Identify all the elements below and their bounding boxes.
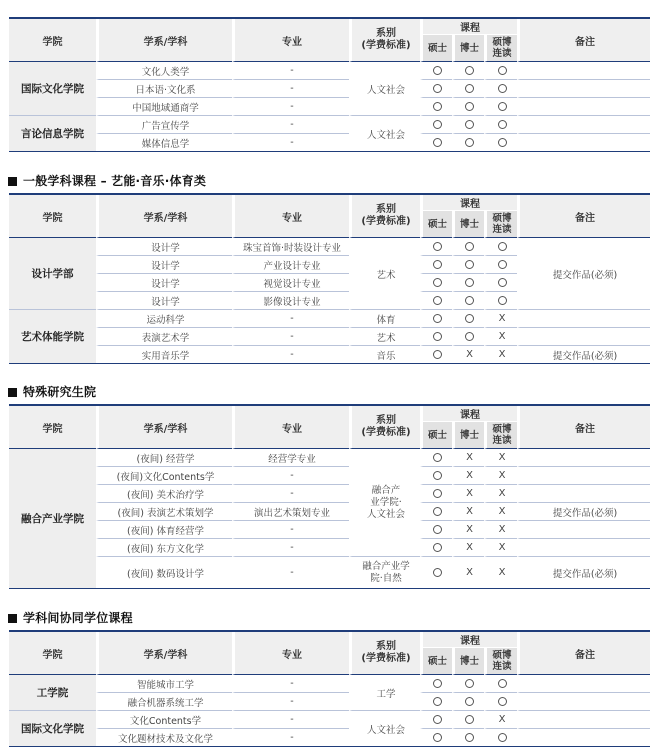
doctor-mark (452, 728, 484, 746)
available-circle-icon (498, 278, 507, 287)
doctor-mark (452, 237, 484, 255)
header-doctor: 博士 (452, 210, 484, 237)
unavailable-x-mark: X (498, 506, 506, 517)
combined-mark (484, 273, 517, 291)
table-interdisciplinary (9, 630, 650, 747)
available-circle-icon (433, 278, 442, 287)
table-row (9, 556, 650, 588)
note-cell (517, 466, 650, 484)
college-cell: 设计学部 (9, 237, 96, 309)
table-row (9, 520, 650, 538)
master-mark (420, 327, 452, 345)
header-combined: 硕博 连读 (484, 210, 517, 237)
available-circle-icon (465, 120, 474, 129)
master-mark (420, 466, 452, 484)
header-combined: 硕博 连读 (484, 34, 517, 61)
college-cell: 工学院 (9, 674, 96, 710)
category-cell: 人文社会 (349, 61, 420, 115)
master-mark (420, 692, 452, 710)
table-row (9, 97, 650, 115)
available-circle-icon (498, 296, 507, 305)
unavailable-x-mark: X (498, 452, 506, 463)
category-cell: 艺术 (349, 327, 420, 345)
doctor-mark (452, 255, 484, 273)
available-circle-icon (433, 314, 442, 323)
combined-mark (484, 520, 517, 538)
major-cell: 视觉设计专业 (232, 273, 349, 291)
dept-cell: 融合机器系统工学 (96, 692, 232, 710)
note-cell (517, 692, 650, 710)
section-title-text: 学科间协同学位课程 (23, 611, 133, 625)
combined-mark (484, 97, 517, 115)
doctor-mark (452, 674, 484, 692)
college-cell: 国际文化学院 (9, 61, 96, 115)
major-cell: 演出艺术策划专业 (232, 502, 349, 520)
table-row (9, 345, 650, 363)
unavailable-x-mark: X (498, 349, 506, 360)
note-cell (517, 538, 650, 556)
master-mark (420, 115, 452, 133)
dept-cell: 表演艺术学 (96, 327, 232, 345)
major-cell: - (232, 556, 349, 588)
header-combined: 硕博 连读 (484, 647, 517, 674)
combined-mark (484, 448, 517, 466)
header-college: 学院 (9, 19, 96, 61)
table-row (9, 79, 650, 97)
dept-cell: 文化人类学 (96, 61, 232, 79)
available-circle-icon (433, 296, 442, 305)
available-circle-icon (433, 66, 442, 75)
header-category: 系别 (学费标准) (349, 19, 420, 61)
doctor-mark (452, 115, 484, 133)
available-circle-icon (465, 138, 474, 147)
note-cell (517, 115, 650, 133)
doctor-mark (452, 345, 484, 363)
unavailable-x-mark: X (498, 313, 506, 324)
available-circle-icon (498, 242, 507, 251)
available-circle-icon (433, 332, 442, 341)
combined-mark (484, 79, 517, 97)
dept-cell: (夜间) 表演艺术策划学 (96, 502, 232, 520)
section-title-arts (8, 172, 206, 189)
available-circle-icon (465, 296, 474, 305)
header-dept: 学系/学科 (96, 406, 232, 448)
header-dept: 学系/学科 (96, 195, 232, 237)
table-arts-music-sports (9, 193, 650, 364)
available-circle-icon (465, 84, 474, 93)
note-cell: 提交作品(必须) (517, 237, 650, 309)
available-circle-icon (465, 242, 474, 251)
note-cell (517, 674, 650, 692)
note-cell: 提交作品(必须) (517, 502, 650, 520)
master-mark (420, 237, 452, 255)
note-cell (517, 484, 650, 502)
college-cell: 国际文化学院 (9, 710, 96, 746)
master-mark (420, 273, 452, 291)
table-row (9, 61, 650, 79)
unavailable-x-mark: X (498, 488, 506, 499)
header-category: 系别 (学费标准) (349, 632, 420, 674)
master-mark (420, 61, 452, 79)
header-major: 专业 (232, 19, 349, 61)
header-dept: 学系/学科 (96, 632, 232, 674)
dept-cell: (夜间) 数码设计学 (96, 556, 232, 588)
doctor-mark (452, 79, 484, 97)
dept-cell: 设计学 (96, 291, 232, 309)
available-circle-icon (433, 350, 442, 359)
table-row (9, 466, 650, 484)
doctor-mark (452, 327, 484, 345)
note-cell (517, 327, 650, 345)
table-row (9, 728, 650, 746)
bullet-square-icon (8, 614, 17, 623)
major-cell: - (232, 345, 349, 363)
combined-mark (484, 237, 517, 255)
available-circle-icon (433, 242, 442, 251)
major-cell: 经营学专业 (232, 448, 349, 466)
header-doctor: 博士 (452, 421, 484, 448)
college-cell: 艺术体能学院 (9, 309, 96, 363)
dept-cell: 文化Contents学 (96, 710, 232, 728)
master-mark (420, 255, 452, 273)
combined-mark (484, 556, 517, 588)
header-master: 硕士 (420, 647, 452, 674)
major-cell: - (232, 79, 349, 97)
major-cell: - (232, 97, 349, 115)
major-cell: 珠宝首饰·时装设计专业 (232, 237, 349, 255)
table-row (9, 502, 650, 520)
header-note: 备注 (517, 19, 650, 61)
major-cell: 产业设计专业 (232, 255, 349, 273)
unavailable-x-mark: X (498, 331, 506, 342)
header-category: 系别 (学费标准) (349, 406, 420, 448)
unavailable-x-mark: X (498, 542, 506, 553)
header-combined: 硕博 连读 (484, 421, 517, 448)
category-cell: 艺术 (349, 237, 420, 309)
note-cell (517, 728, 650, 746)
doctor-mark (452, 484, 484, 502)
dept-cell: 设计学 (96, 273, 232, 291)
header-course: 课程 (420, 406, 517, 421)
note-cell (517, 448, 650, 466)
dept-cell: (夜间)文化Contents学 (96, 466, 232, 484)
master-mark (420, 556, 452, 588)
combined-mark (484, 484, 517, 502)
available-circle-icon (433, 568, 442, 577)
master-mark (420, 309, 452, 327)
available-circle-icon (433, 84, 442, 93)
master-mark (420, 502, 452, 520)
header-major: 专业 (232, 632, 349, 674)
header-major: 专业 (232, 195, 349, 237)
major-cell: - (232, 484, 349, 502)
available-circle-icon (465, 314, 474, 323)
header-course: 课程 (420, 195, 517, 210)
table-row (9, 237, 650, 255)
unavailable-x-mark: X (498, 470, 506, 481)
doctor-mark (452, 133, 484, 151)
note-cell (517, 79, 650, 97)
combined-mark (484, 710, 517, 728)
available-circle-icon (465, 260, 474, 269)
note-cell: 提交作品(必须) (517, 345, 650, 363)
available-circle-icon (433, 715, 442, 724)
combined-mark (484, 133, 517, 151)
doctor-mark (452, 61, 484, 79)
table-special-graduate-school (9, 404, 650, 589)
major-cell: - (232, 133, 349, 151)
major-cell: - (232, 520, 349, 538)
dept-cell: (夜间) 经营学 (96, 448, 232, 466)
table-row (9, 710, 650, 728)
header-course: 课程 (420, 19, 517, 34)
combined-mark (484, 728, 517, 746)
available-circle-icon (433, 102, 442, 111)
header-master: 硕士 (420, 421, 452, 448)
master-mark (420, 291, 452, 309)
available-circle-icon (465, 733, 474, 742)
available-circle-icon (465, 66, 474, 75)
header-category: 系别 (学费标准) (349, 195, 420, 237)
dept-cell: (夜间) 美术治疗学 (96, 484, 232, 502)
header-note: 备注 (517, 406, 650, 448)
dept-cell: 智能城市工学 (96, 674, 232, 692)
note-cell (517, 61, 650, 79)
header-major: 专业 (232, 406, 349, 448)
available-circle-icon (465, 697, 474, 706)
header-note: 备注 (517, 195, 650, 237)
major-cell: - (232, 61, 349, 79)
doctor-mark (452, 692, 484, 710)
category-cell: 融合产 业学院· 人文社会 (349, 448, 420, 556)
available-circle-icon (433, 138, 442, 147)
major-cell: - (232, 115, 349, 133)
major-cell: - (232, 309, 349, 327)
header-doctor: 博士 (452, 647, 484, 674)
available-circle-icon (433, 543, 442, 552)
dept-cell: (夜间) 东方文化学 (96, 538, 232, 556)
available-circle-icon (498, 66, 507, 75)
category-cell: 融合产业学 院·自然 (349, 556, 420, 588)
major-cell: - (232, 692, 349, 710)
unavailable-x-mark: X (466, 542, 473, 553)
master-mark (420, 538, 452, 556)
master-mark (420, 345, 452, 363)
master-mark (420, 133, 452, 151)
dept-cell: 文化题材技术及文化学 (96, 728, 232, 746)
college-cell: 融合产业学院 (9, 448, 96, 588)
doctor-mark (452, 538, 484, 556)
header-master: 硕士 (420, 34, 452, 61)
combined-mark (484, 115, 517, 133)
unavailable-x-mark: X (466, 488, 473, 499)
unavailable-x-mark: X (498, 567, 506, 578)
available-circle-icon (465, 715, 474, 724)
master-mark (420, 728, 452, 746)
unavailable-x-mark: X (498, 524, 506, 535)
dept-cell: 日本语·文化系 (96, 79, 232, 97)
dept-cell: (夜间) 体育经营学 (96, 520, 232, 538)
header-dept: 学系/学科 (96, 19, 232, 61)
header-college: 学院 (9, 195, 96, 237)
doctor-mark (452, 309, 484, 327)
doctor-mark (452, 710, 484, 728)
header-college: 学院 (9, 632, 96, 674)
combined-mark (484, 327, 517, 345)
available-circle-icon (465, 679, 474, 688)
major-cell: - (232, 538, 349, 556)
unavailable-x-mark: X (466, 349, 473, 360)
doctor-mark (452, 520, 484, 538)
available-circle-icon (433, 697, 442, 706)
header-note: 备注 (517, 632, 650, 674)
available-circle-icon (498, 120, 507, 129)
available-circle-icon (465, 278, 474, 287)
doctor-mark (452, 97, 484, 115)
combined-mark (484, 309, 517, 327)
combined-mark (484, 345, 517, 363)
available-circle-icon (498, 260, 507, 269)
available-circle-icon (433, 507, 442, 516)
category-cell: 体育 (349, 309, 420, 327)
dept-cell: 媒体信息学 (96, 133, 232, 151)
unavailable-x-mark: X (466, 470, 473, 481)
major-cell: - (232, 327, 349, 345)
unavailable-x-mark: X (466, 506, 473, 517)
doctor-mark (452, 502, 484, 520)
available-circle-icon (433, 489, 442, 498)
header-college: 学院 (9, 406, 96, 448)
combined-mark (484, 466, 517, 484)
section-title-interdisciplinary (8, 609, 133, 626)
header-course: 课程 (420, 632, 517, 647)
table-row (9, 484, 650, 502)
note-cell: 提交作品(必须) (517, 556, 650, 588)
major-cell: - (232, 728, 349, 746)
header-doctor: 博士 (452, 34, 484, 61)
table-international-media (9, 17, 650, 152)
available-circle-icon (433, 260, 442, 269)
major-cell: - (232, 710, 349, 728)
available-circle-icon (498, 84, 507, 93)
available-circle-icon (498, 697, 507, 706)
unavailable-x-mark: X (498, 714, 506, 725)
combined-mark (484, 291, 517, 309)
table-row (9, 692, 650, 710)
master-mark (420, 97, 452, 115)
table-row (9, 133, 650, 151)
doctor-mark (452, 466, 484, 484)
table-row (9, 309, 650, 327)
available-circle-icon (433, 120, 442, 129)
combined-mark (484, 502, 517, 520)
dept-cell: 运动科学 (96, 309, 232, 327)
table-row (9, 448, 650, 466)
master-mark (420, 674, 452, 692)
major-cell: - (232, 674, 349, 692)
master-mark (420, 710, 452, 728)
note-cell (517, 133, 650, 151)
doctor-mark (452, 273, 484, 291)
dept-cell: 广告宣传学 (96, 115, 232, 133)
combined-mark (484, 255, 517, 273)
combined-mark (484, 674, 517, 692)
dept-cell: 实用音乐学 (96, 345, 232, 363)
category-cell: 工学 (349, 674, 420, 710)
available-circle-icon (465, 332, 474, 341)
combined-mark (484, 61, 517, 79)
unavailable-x-mark: X (466, 452, 473, 463)
section-title-text: 一般学科课程 – 艺能·音乐·体育类 (23, 174, 207, 188)
master-mark (420, 448, 452, 466)
available-circle-icon (433, 453, 442, 462)
combined-mark (484, 538, 517, 556)
table-row (9, 674, 650, 692)
note-cell (517, 520, 650, 538)
doctor-mark (452, 291, 484, 309)
major-cell: 影像设计专业 (232, 291, 349, 309)
header-master: 硕士 (420, 210, 452, 237)
available-circle-icon (433, 525, 442, 534)
available-circle-icon (433, 471, 442, 480)
bullet-square-icon (8, 388, 17, 397)
available-circle-icon (498, 138, 507, 147)
section-title-special-grad (8, 383, 96, 400)
note-cell (517, 309, 650, 327)
bullet-square-icon (8, 177, 17, 186)
master-mark (420, 79, 452, 97)
dept-cell: 设计学 (96, 255, 232, 273)
table-row (9, 115, 650, 133)
table-row (9, 327, 650, 345)
category-cell: 音乐 (349, 345, 420, 363)
note-cell (517, 710, 650, 728)
college-cell: 言论信息学院 (9, 115, 96, 151)
major-cell: - (232, 466, 349, 484)
available-circle-icon (433, 679, 442, 688)
unavailable-x-mark: X (466, 524, 473, 535)
dept-cell: 中国地域通商学 (96, 97, 232, 115)
doctor-mark (452, 448, 484, 466)
available-circle-icon (433, 733, 442, 742)
master-mark (420, 520, 452, 538)
available-circle-icon (465, 102, 474, 111)
category-cell: 人文社会 (349, 115, 420, 151)
table-row (9, 538, 650, 556)
section-title-text: 特殊研究生院 (23, 385, 97, 399)
available-circle-icon (498, 679, 507, 688)
note-cell (517, 97, 650, 115)
master-mark (420, 484, 452, 502)
doctor-mark (452, 556, 484, 588)
unavailable-x-mark: X (466, 567, 473, 578)
category-cell: 人文社会 (349, 710, 420, 746)
available-circle-icon (498, 102, 507, 111)
dept-cell: 设计学 (96, 237, 232, 255)
available-circle-icon (498, 733, 507, 742)
combined-mark (484, 692, 517, 710)
